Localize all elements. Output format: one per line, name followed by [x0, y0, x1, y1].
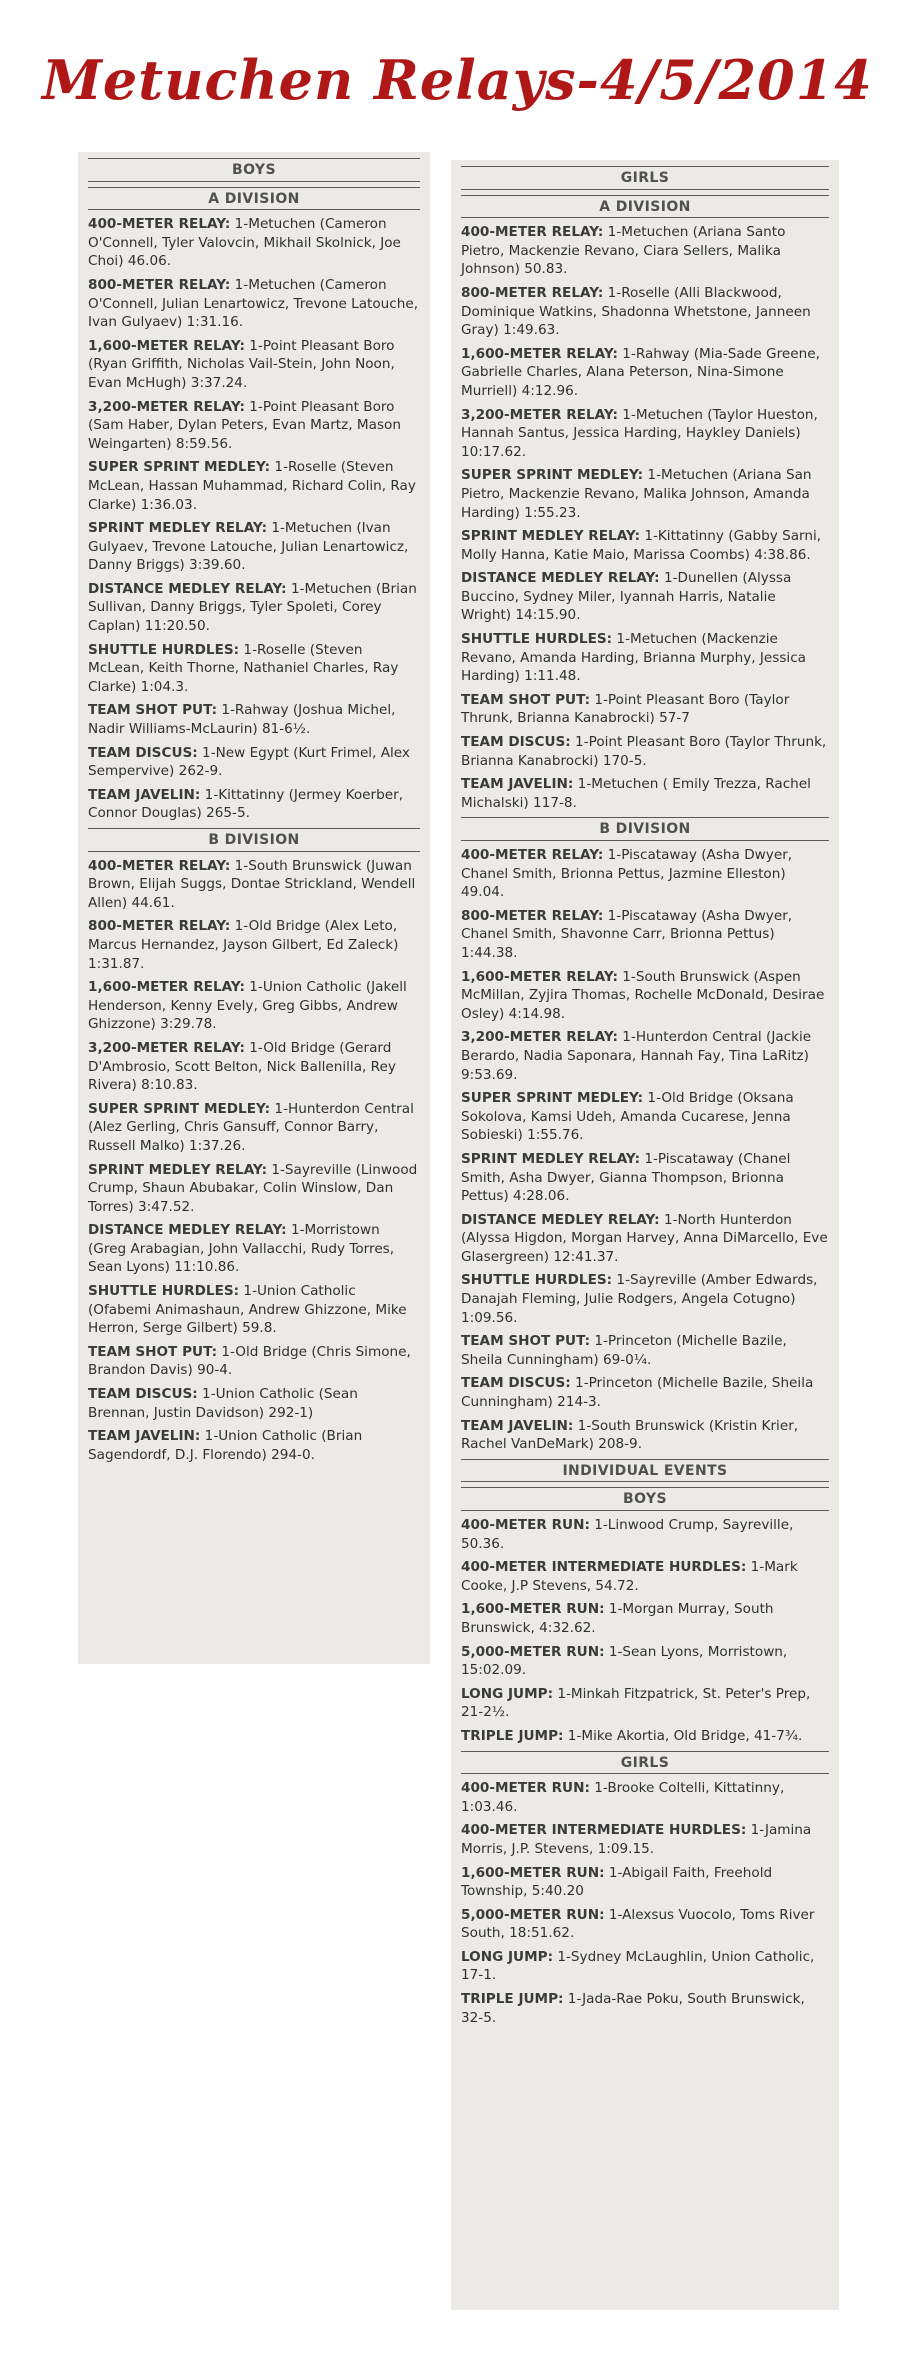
- event-name: 800-METER RELAY:: [88, 276, 231, 293]
- individual-girls-list: [461, 1779, 829, 2027]
- event-name: TEAM DISCUS:: [88, 744, 198, 761]
- event-name: SHUTTLE HURDLES:: [461, 1272, 613, 1289]
- result-entry: [461, 1906, 829, 1943]
- event-result: 1-Metuchen (Ariana Santo Pietro, Mackenzie Revano, Ciara Sellers, Malika Johnson) 50.83.: [461, 224, 786, 278]
- event-name: TEAM SHOT PUT:: [461, 691, 591, 708]
- event-result: 1-Piscataway (Chanel Smith, Asha Dwyer, Gianna Thompson, Brionna Pettus) 4:28.06.: [461, 1150, 791, 1205]
- event-result: 1-North Hunterdon (Alyssa Higdon, Morgan Harvey, Anna DiMarcello, Eve Glasergreen) 12:41.37.: [461, 1211, 828, 1265]
- event-result: 1-Old Bridge (Gerard D'Ambrosio, Scott Belton, Nick Ballenilla, Rey Rivera) 8:10.83.: [88, 1039, 396, 1094]
- event-name: 3,200-METER RELAY:: [88, 1039, 245, 1056]
- event-name: TEAM JAVELIN:: [461, 776, 574, 793]
- result-entry: [461, 1374, 829, 1411]
- result-entry: [88, 215, 420, 271]
- event-result: 1-Piscataway (Asha Dwyer, Chanel Smith, Brionna Pettus, Jazmine Elleston) 49.04.: [461, 847, 793, 901]
- result-entry: [461, 406, 829, 462]
- event-result: 1-Jada-Rae Poku, South Brunswick, 32-5.: [461, 1991, 805, 2026]
- event-name: DISTANCE MEDLEY RELAY:: [88, 1222, 287, 1239]
- event-name: 400-METER RELAY:: [88, 216, 231, 233]
- event-result: 1-South Brunswick (Kristin Krier, Rachel VanDeMark) 208-9.: [461, 1417, 799, 1453]
- event-name: 1,600-METER RELAY:: [88, 979, 245, 996]
- event-name: 400-METER RUN:: [461, 1517, 590, 1533]
- result-entry: [88, 1221, 420, 1277]
- event-name: DISTANCE MEDLEY RELAY:: [88, 580, 287, 597]
- result-entry: [88, 1100, 420, 1156]
- result-entry: [88, 1427, 420, 1464]
- event-name: SUPER SPRINT MEDLEY:: [88, 459, 271, 476]
- event-result: 1-Union Catholic (Sean Brennan, Justin Davidson) 292-1): [88, 1386, 358, 1421]
- result-entry: [461, 1990, 829, 2027]
- result-entry: [88, 1161, 420, 1217]
- result-entry: [88, 1385, 420, 1422]
- event-result: 1-Rahway (Joshua Michel, Nadir Williams-McLaurin) 81-6½.: [88, 702, 396, 738]
- event-result: 1-Mark Cooke, J.P Stevens, 54.72.: [461, 1559, 798, 1594]
- event-name: TEAM JAVELIN:: [88, 786, 201, 803]
- event-result: 1-Sayreville (Amber Edwards, Danajah Fleming, Julie Rodgers, Angela Cotugno) 1:09.56.: [461, 1272, 818, 1326]
- event-result: 1-Hunterdon Central (Alez Gerling, Chris Gansuff, Connor Barry, Russell Malko) 1:37.26.: [88, 1100, 414, 1154]
- result-entry: [88, 580, 420, 636]
- event-result: 1-Abigail Faith, Freehold Township, 5:40.20: [461, 1864, 773, 1900]
- event-result: 1-Metuchen (Cameron O'Connell, Julian Lenartowicz, Trevone Latouche, Ivan Gulyaev) 1:31.16.: [88, 276, 419, 331]
- event-name: 800-METER RELAY:: [461, 284, 604, 301]
- result-entry: [88, 786, 420, 823]
- event-result: 1-Piscataway (Asha Dwyer, Chanel Smith, Shavonne Carr, Brionna Pettus) 1:44.38.: [461, 907, 793, 961]
- event-name: TEAM SHOT PUT:: [461, 1333, 591, 1350]
- event-name: TEAM JAVELIN:: [461, 1417, 574, 1434]
- event-name: SPRINT MEDLEY RELAY:: [461, 1150, 641, 1167]
- event-name: 5,000-METER RUN:: [461, 1643, 605, 1660]
- event-result: 1-South Brunswick (Juwan Brown, Elijah Suggs, Dontae Strickland, Wendell Allen) 44.61.: [88, 857, 416, 911]
- girls-b-division-header: B DIVISION: [461, 817, 829, 841]
- event-name: 3,200-METER RELAY:: [461, 406, 618, 423]
- event-name: 1,600-METER RELAY:: [88, 337, 245, 354]
- event-result: 1-New Egypt (Kurt Frimel, Alex Sempervive) 262-9.: [88, 744, 410, 780]
- event-name: 400-METER RELAY:: [461, 224, 604, 241]
- result-entry: [88, 1039, 420, 1095]
- result-entry: [461, 1779, 829, 1816]
- boys-relays-column: [78, 152, 430, 1664]
- result-entry: [88, 337, 420, 393]
- event-result: 1-Morristown (Greg Arabagian, John Vallacchi, Rudy Torres, Sean Lyons) 11:10.86.: [88, 1222, 395, 1276]
- result-entry: [461, 968, 829, 1024]
- girls-relays-column: [451, 160, 839, 2310]
- event-result: 1-Sean Lyons, Morristown, 15:02.09.: [461, 1643, 788, 1679]
- event-name: SPRINT MEDLEY RELAY:: [88, 520, 268, 537]
- event-result: 1-Kittatinny (Jermey Koerber, Connor Douglas) 265-5.: [88, 786, 404, 822]
- result-entry: [461, 775, 829, 812]
- event-name: 1,600-METER RELAY:: [461, 345, 618, 362]
- result-entry: [461, 1821, 829, 1858]
- event-name: SPRINT MEDLEY RELAY:: [88, 1161, 268, 1178]
- event-result: 1-Brooke Coltelli, Kittatinny, 1:03.46.: [461, 1780, 785, 1815]
- event-result: 1-Linwood Crump, Sayreville, 50.36.: [461, 1517, 794, 1552]
- event-result: 1-Metuchen (Ariana San Pietro, Mackenzie Revano, Malika Johnson, Amanda Harding) 1:55.23.: [461, 467, 812, 521]
- event-result: 1-Union Catholic (Ofabemi Animashaun, Andrew Ghizzone, Mike Herron, Serge Gilbert) 59.8.: [88, 1283, 407, 1337]
- result-entry: [88, 276, 420, 332]
- girls-b-division-list: [461, 846, 829, 1454]
- event-name: SUPER SPRINT MEDLEY:: [461, 1090, 644, 1107]
- event-name: 5,000-METER RUN:: [461, 1906, 605, 1923]
- result-entry: [461, 630, 829, 686]
- result-entry: [461, 1727, 829, 1746]
- event-name: LONG JUMP:: [461, 1948, 554, 1965]
- girls-a-division-header: A DIVISION: [461, 195, 829, 219]
- event-result: 1-Metuchen (Cameron O'Connell, Tyler Valovcin, Mikhail Skolnick, Joe Choi) 46.06.: [88, 216, 401, 270]
- event-result: 1-Old Bridge (Alex Leto, Marcus Hernandez, Jayson Gilbert, Ed Zaleck) 1:31.87.: [88, 918, 399, 972]
- result-entry: [88, 978, 420, 1034]
- event-result: 1-Point Pleasant Boro (Ryan Griffith, Nicholas Vail-Stein, John Noon, Evan McHugh) 3:37.24.: [88, 337, 395, 391]
- event-name: TEAM DISCUS:: [461, 1375, 571, 1392]
- result-entry: [88, 641, 420, 697]
- result-entry: [461, 345, 829, 401]
- event-name: SUPER SPRINT MEDLEY:: [88, 1100, 271, 1117]
- result-entry: [461, 907, 829, 963]
- event-name: SHUTTLE HURDLES:: [88, 1283, 240, 1300]
- individual-boys-header: BOYS: [461, 1487, 829, 1511]
- event-result: 1-Metuchen (Brian Sullivan, Danny Briggs, Tyler Spoleti, Corey Caplan) 11:20.50.: [88, 580, 417, 635]
- event-name: 3,200-METER RELAY:: [88, 398, 245, 415]
- result-entry: [461, 466, 829, 522]
- page-title: Metuchen Relays-4/5/2014: [42, 48, 873, 112]
- individual-events-header: INDIVIDUAL EVENTS: [461, 1459, 829, 1483]
- event-result: 1-Rahway (Mia-Sade Greene, Gabrielle Charles, Alana Peterson, Nina-Simone Murriell) 4:12.96.: [461, 345, 820, 399]
- result-entry: [88, 398, 420, 454]
- result-entry: [88, 458, 420, 514]
- result-entry: [88, 857, 420, 913]
- result-entry: [461, 1271, 829, 1327]
- girls-header: GIRLS: [461, 166, 829, 190]
- event-name: 3,200-METER RELAY:: [461, 1029, 618, 1046]
- event-result: 1-Roselle (Alli Blackwood, Dominique Watkins, Shadonna Whetstone, Janneen Gray) 1:49.63.: [461, 284, 811, 339]
- result-entry: [461, 1864, 829, 1901]
- event-result: 1-Princeton (Michelle Bazile, Sheila Cunningham) 214-3.: [461, 1375, 814, 1411]
- result-entry: [461, 1948, 829, 1985]
- result-entry: [461, 1558, 829, 1595]
- event-result: 1-Point Pleasant Boro (Taylor Thrunk, Brianna Kanabrocki) 170-5.: [461, 734, 827, 769]
- result-entry: [88, 744, 420, 781]
- event-name: 400-METER INTERMEDIATE HURDLES:: [461, 1559, 747, 1576]
- event-result: 1-Princeton (Michelle Bazile, Sheila Cunningham) 69-0¼.: [461, 1333, 787, 1368]
- event-result: 1-South Brunswick (Aspen McMillan, Zyjira Thomas, Rochelle McDonald, Desirae Osley) 4:14.98.: [461, 968, 825, 1022]
- event-name: 1,600-METER RUN:: [461, 1864, 605, 1881]
- boys-b-division-header: B DIVISION: [88, 828, 420, 852]
- event-name: TRIPLE JUMP:: [461, 1991, 564, 2008]
- result-entry: [88, 519, 420, 575]
- event-result: 1-Metuchen (Ivan Gulyaev, Trevone Latouche, Julian Lenartowicz, Danny Briggs) 3:39.60.: [88, 520, 409, 574]
- result-entry: [461, 223, 829, 279]
- event-result: 1-Alexsus Vuocolo, Toms River South, 18:51.62.: [461, 1906, 815, 1942]
- event-name: DISTANCE MEDLEY RELAY:: [461, 570, 660, 587]
- result-entry: [88, 1343, 420, 1380]
- result-entry: [461, 1211, 829, 1267]
- result-entry: [461, 527, 829, 564]
- event-name: 800-METER RELAY:: [88, 918, 231, 935]
- event-result: 1-Hunterdon Central (Jackie Berardo, Nadia Saponara, Hannah Fay, Tina LaRitz) 9:53.69.: [461, 1029, 812, 1083]
- result-entry: [461, 1332, 829, 1369]
- event-name: TEAM SHOT PUT:: [88, 1343, 218, 1360]
- event-result: 1-Sayreville (Linwood Crump, Shaun Abubakar, Colin Winslow, Dan Torres) 3:47.52.: [88, 1161, 418, 1215]
- boys-a-division-header: A DIVISION: [88, 187, 420, 211]
- result-entry: [88, 1282, 420, 1338]
- boys-header: BOYS: [88, 158, 420, 182]
- event-name: DISTANCE MEDLEY RELAY:: [461, 1211, 660, 1228]
- result-entry: [461, 846, 829, 902]
- event-result: 1-Old Bridge (Oksana Sokolova, Kamsi Udeh, Amanda Cucarese, Jenna Sobieski) 1:55.76.: [461, 1090, 794, 1144]
- result-entry: [461, 1089, 829, 1145]
- event-result: 1-Minkah Fitzpatrick, St. Peter's Prep, 21-2½.: [461, 1685, 811, 1721]
- event-name: LONG JUMP:: [461, 1685, 554, 1702]
- event-name: 400-METER INTERMEDIATE HURDLES:: [461, 1822, 747, 1839]
- event-result: 1-Sydney McLaughlin, Union Catholic, 17-1.: [461, 1948, 815, 1984]
- event-name: SHUTTLE HURDLES:: [88, 641, 240, 658]
- boys-a-division-list: [88, 215, 420, 823]
- result-entry: [461, 691, 829, 728]
- event-name: SHUTTLE HURDLES:: [461, 631, 613, 648]
- event-name: TRIPLE JUMP:: [461, 1727, 564, 1744]
- event-result: 1-Mike Akortia, Old Bridge, 41-7¾.: [567, 1727, 803, 1744]
- result-entry: [461, 1417, 829, 1454]
- result-entry: [461, 733, 829, 770]
- result-entry: [461, 1600, 829, 1637]
- result-entry: [461, 1685, 829, 1722]
- girls-a-division-list: [461, 223, 829, 812]
- individual-boys-list: [461, 1516, 829, 1746]
- result-entry: [88, 917, 420, 973]
- event-result: 1-Point Pleasant Boro (Sam Haber, Dylan Peters, Evan Martz, Mason Weingarten) 8:59.56.: [88, 398, 401, 452]
- boys-b-division-list: [88, 857, 420, 1465]
- individual-girls-header: GIRLS: [461, 1751, 829, 1775]
- event-name: SUPER SPRINT MEDLEY:: [461, 467, 644, 484]
- result-entry: [461, 1150, 829, 1206]
- event-result: 1-Roselle (Steven McLean, Keith Thorne, Nathaniel Charles, Ray Clarke) 1:04.3.: [88, 641, 399, 695]
- event-result: 1-Union Catholic (Jakell Henderson, Kenny Evely, Greg Gibbs, Andrew Ghizzone) 3:29.78.: [88, 979, 407, 1033]
- result-entry: [461, 1516, 829, 1553]
- result-entry: [461, 569, 829, 625]
- event-name: TEAM DISCUS:: [88, 1386, 198, 1403]
- event-result: 1-Metuchen (Mackenzie Revano, Amanda Harding, Brianna Murphy, Jessica Harding) 1:11.48.: [461, 631, 806, 685]
- event-result: 1-Roselle (Steven McLean, Hassan Muhammad, Richard Colin, Ray Clarke) 1:36.03.: [88, 459, 416, 513]
- event-name: 1,600-METER RELAY:: [461, 968, 618, 985]
- event-result: 1-Dunellen (Alyssa Buccino, Sydney Miler, Iyannah Harris, Natalie Wright) 14:15.90.: [461, 570, 792, 624]
- event-name: TEAM JAVELIN:: [88, 1428, 201, 1445]
- result-entry: [461, 284, 829, 340]
- event-name: 1,600-METER RUN:: [461, 1601, 605, 1618]
- result-entry: [461, 1028, 829, 1084]
- event-name: TEAM DISCUS:: [461, 734, 571, 751]
- event-name: TEAM SHOT PUT:: [88, 702, 218, 719]
- event-name: 400-METER RELAY:: [461, 847, 604, 863]
- event-result: 1-Old Bridge (Chris Simone, Brandon Davis) 90-4.: [88, 1343, 411, 1379]
- result-entry: [88, 701, 420, 738]
- event-result: 1-Kittatinny (Gabby Sarni, Molly Hanna, Katie Maio, Marissa Coombs) 4:38.86.: [461, 528, 822, 563]
- event-result: 1-Union Catholic (Brian Sagendordf, D.J. Florendo) 294-0.: [88, 1428, 363, 1463]
- event-name: SPRINT MEDLEY RELAY:: [461, 528, 641, 545]
- event-result: 1-Metuchen (Taylor Hueston, Hannah Santus, Jessica Harding, Haykley Daniels) 10:17.62.: [461, 406, 818, 460]
- event-result: 1-Jamina Morris, J.P. Stevens, 1:09.15.: [461, 1822, 812, 1857]
- event-result: 1-Morgan Murray, South Brunswick, 4:32.62.: [461, 1601, 774, 1636]
- result-entry: [461, 1643, 829, 1680]
- event-name: 800-METER RELAY:: [461, 907, 604, 924]
- event-name: 400-METER RUN:: [461, 1780, 590, 1797]
- event-name: 400-METER RELAY:: [88, 857, 231, 874]
- event-result: 1-Point Pleasant Boro (Taylor Thrunk, Brianna Kanabrocki) 57-7: [461, 691, 790, 727]
- event-result: 1-Metuchen ( Emily Trezza, Rachel Michalski) 117-8.: [461, 776, 811, 811]
